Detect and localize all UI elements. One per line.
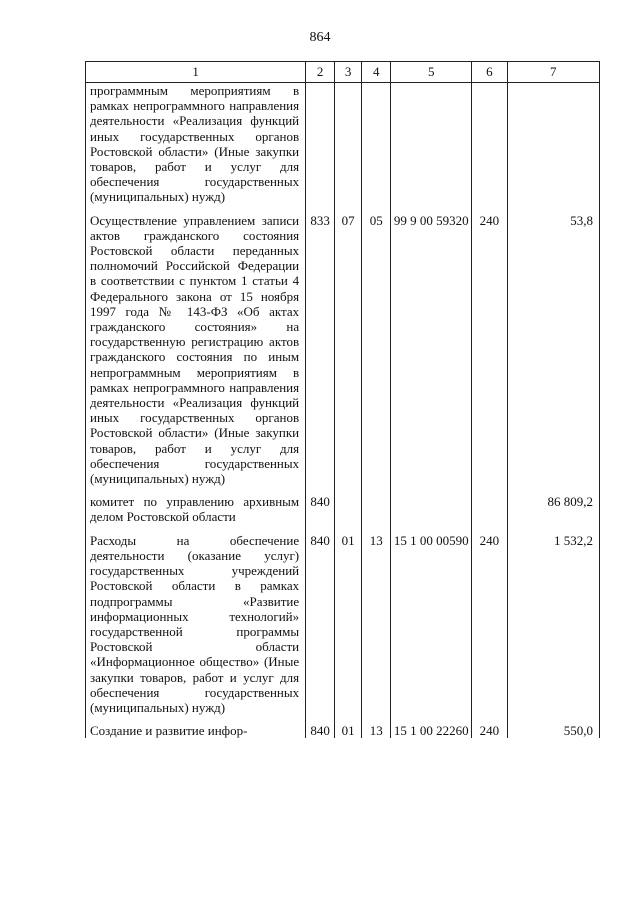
column-header-4: 4 [362,62,391,83]
row-expense-type: 240 [472,213,507,487]
row-amount: 550,0 [507,723,599,738]
row-subsection-code [362,83,391,205]
page-number: 864 [309,30,331,45]
row-expense-type [472,494,507,524]
row-section-code: 01 [335,723,362,738]
row-section-code: 01 [335,533,362,715]
table-row [86,213,600,487]
row-description: Создание и развитие инфор- [86,723,306,738]
column-header-2: 2 [306,62,335,83]
row-amount [507,83,599,205]
row-target-article [391,494,472,524]
row-amount: 86 809,2 [507,494,599,524]
row-ministry-code: 840 [306,723,335,738]
row-subsection-code: 13 [362,533,391,715]
table-row [86,723,600,738]
column-header-3: 3 [335,62,362,83]
row-expense-type: 240 [472,723,507,738]
row-description: комитет по управлению архивным делом Ростовской области [86,494,306,524]
row-description: Осуществление управлением записи актов гражданского состояния Ростовской области переданных полномочий Российской Федерации в соответствии с пунктом 1 статьи 4 Федерального закона от 15 ноября 1997 года № 143-ФЗ «Об актах гражданского состояния» на государственную регистрацию актов гражданского состояния по иным непрограммным мероприятиям в рамках непрограммного направления деятельности «Реализация функций иных государственных органов Ростовской области» (Иные закупки товаров, работ и услуг для обеспечения государственных (муниципальных) нужд) [86,213,306,487]
row-ministry-code: 840 [306,494,335,524]
row-section-code: 07 [335,213,362,487]
table-header-row [86,62,600,83]
row-subsection-code [362,494,391,524]
column-header-5: 5 [391,62,472,83]
row-description: программным мероприятиям в рамках непрограммного направления деятельности «Реализация функций иных государственных органов Ростовской области» (Иные закупки товаров, работ и услуг для обеспечения государственных (муниципальных) нужд) [86,83,306,205]
row-expense-type [472,83,507,205]
column-header-7: 7 [507,62,599,83]
row-ministry-code: 840 [306,533,335,715]
row-ministry-code: 833 [306,213,335,487]
row-target-article: 15 1 00 00590 [391,533,472,715]
row-ministry-code [306,83,335,205]
row-amount: 1 532,2 [507,533,599,715]
row-target-article: 99 9 00 59320 [391,213,472,487]
column-header-1: 1 [86,62,306,83]
row-description: Расходы на обеспечение деятельности (оказание услуг) государственных учреждений Ростовской области в рамках подпрограммы «Развитие информационных технологий» государственной программы Ростовской области «Информационное общество» (Иные закупки товаров, работ и услуг для обеспечения государственных (муниципальных) нужд) [86,533,306,715]
column-header-6: 6 [472,62,507,83]
row-subsection-code: 13 [362,723,391,738]
row-target-article: 15 1 00 22260 [391,723,472,738]
table-row [86,83,600,205]
row-expense-type: 240 [472,533,507,715]
row-target-article [391,83,472,205]
row-section-code [335,494,362,524]
budget-table [85,61,600,738]
table-row [86,533,600,715]
row-amount: 53,8 [507,213,599,487]
row-subsection-code: 05 [362,213,391,487]
table-row [86,494,600,524]
row-section-code [335,83,362,205]
